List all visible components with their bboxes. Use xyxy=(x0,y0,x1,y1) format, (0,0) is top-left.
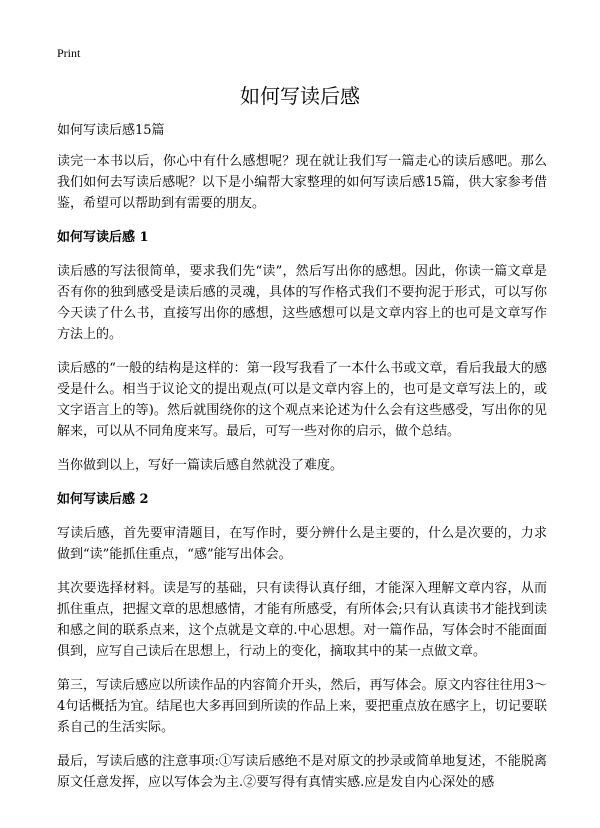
section-heading-1: 如何写读后感 1 xyxy=(57,230,149,245)
section-2-paragraph-1: 写读后感，首先要审清题目，在写作时，要分辨什么是主要的，什么是次要的，力求做到“读”能抓住重点，“感”能写出体会。 xyxy=(57,526,547,562)
section-2-paragraph-3: 第三，写读后感应以所读作品的内容简介开头，然后，再写体会。原文内容往往用3～4句话概括为宜。结尾也大多再回到所读的作品上来，要把重点放在感字上，切记要联系自己的生活实际。 xyxy=(57,678,547,735)
section-1-paragraph-3: 当你做到以上，写好一篇读后感自然就没了难度。 xyxy=(57,458,344,473)
document-subtitle: 如何写读后感15篇 xyxy=(57,123,165,138)
print-link[interactable]: Print xyxy=(57,46,81,60)
section-1-paragraph-1: 读后感的写法很简单，要求我们先“读”，然后写出你的感想。因此，你读一篇文章是否有你的独到感受是读后感的灵魂，具体的写作格式我们不要拘泥于形式，可以写你今天读了什么书，直接写出你的感想，这些感想可以是文章内容上的也可是文章写作方法上的。 xyxy=(57,264,547,342)
page-title: 如何写读后感 xyxy=(240,84,360,108)
section-1-paragraph-2: 读后感的“一般的结构是这样的：第一段写我看了一本什么书或文章，看后我最大的感受是什么。相当于议论文的提出观点(可以是文章内容上的，也可是文章写法上的，或文字语言上的等)。然后就围绕你的这个观点来论述为什么会有这些感受，写出你的见解来，可以从不同角度来写。最后，可写一些对你的启示，做个总结。 xyxy=(57,361,547,439)
section-2-paragraph-4: 最后，写读后感的注意事项:①写读后感绝不是对原文的抄录或简单地复述，不能脱离原文任意发挥，应以写体会为主.②要写得有真情实感.应是发自内心深处的感 xyxy=(57,754,547,790)
section-heading-2: 如何写读后感 2 xyxy=(57,492,149,507)
section-2-paragraph-2: 其次要选择材料。读是写的基础，只有读得认真仔细，才能深入理解文章内容，从而抓住重点，把握文章的思想感情，才能有所感受，有所体会;只有认真读书才能找到读和感之间的联系点来，这个点就是文章的.中心思想。对一篇作品，写体会时不能面面俱到，应写自己读后在思想上，行动上的变化，摘取其中的某一点做文章。 xyxy=(57,581,547,659)
document-body xyxy=(57,120,547,806)
intro-paragraph: 读完一本书以后，你心中有什么感想呢？现在就让我们写一篇走心的读后感吧。那么我们如何去写读后感呢？以下是小编帮大家整理的如何写读后感15篇，供大家参考借鉴，希望可以帮助到有需要的朋友。 xyxy=(57,154,547,211)
